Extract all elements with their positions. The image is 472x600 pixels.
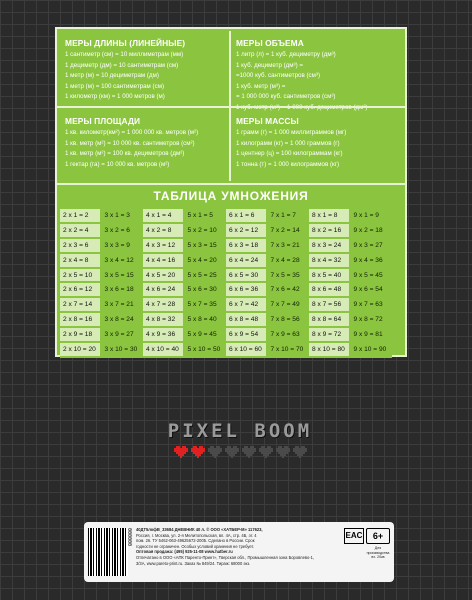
info-panel bbox=[55, 27, 407, 357]
multiplication-cell: 8 x 4 = 32 bbox=[309, 254, 351, 269]
multiplication-cell: 3 x 1 = 3 bbox=[102, 209, 144, 224]
multiplication-cell: 8 x 2 = 16 bbox=[309, 224, 351, 239]
heart-empty-icon bbox=[225, 446, 239, 458]
multiplication-cell: 3 x 2 = 6 bbox=[102, 224, 144, 239]
barcode bbox=[88, 528, 128, 576]
multiplication-cell: 5 x 3 = 15 bbox=[185, 239, 227, 254]
label-line: Россия, г. Москва, ул. 2-я Мелитопольская, вл. 4А, стр. 4Б, эт. 4 bbox=[136, 532, 257, 538]
volume-title: МЕРЫ ОБЪЕМА bbox=[236, 38, 304, 48]
multiplication-cell: 6 x 4 = 24 bbox=[226, 254, 268, 269]
multiplication-cell: 7 x 7 = 49 bbox=[268, 298, 310, 313]
multiplication-cell: 6 x 3 = 18 bbox=[226, 239, 268, 254]
area-line: 1 гектар (га) = 10 000 кв. метров (м²) bbox=[65, 160, 170, 168]
multiplication-cell: 4 x 3 = 12 bbox=[143, 239, 185, 254]
multiplication-cell: 7 x 3 = 21 bbox=[268, 239, 310, 254]
multiplication-cell: 4 x 9 = 36 bbox=[143, 328, 185, 343]
certification-area bbox=[344, 528, 390, 576]
length-measures bbox=[65, 37, 225, 103]
volume-line: 1 литр (л) = 1 куб. дециметру (дм³) bbox=[236, 51, 336, 58]
multiplication-cell: 7 x 10 = 70 bbox=[268, 343, 310, 358]
barcode-number: 000000 bbox=[126, 528, 132, 547]
multiplication-cell: 9 x 1 = 9 bbox=[351, 209, 393, 224]
multiplication-cell: 8 x 3 = 24 bbox=[309, 239, 351, 254]
multiplication-cell: 5 x 6 = 30 bbox=[185, 283, 227, 298]
area-line: 1 кв. метр (м²) = 10 000 кв. сантиметров (см²) bbox=[65, 139, 195, 147]
multiplication-cell: 5 x 4 = 20 bbox=[185, 254, 227, 269]
multiplication-cell: 7 x 9 = 63 bbox=[268, 328, 310, 343]
volume-line: = 1 000 000 куб. сантиметров (см³) bbox=[236, 93, 336, 101]
length-line: 1 сантиметр (см) = 10 миллиметрам (мм) bbox=[65, 51, 184, 58]
length-line: 1 дециметр (дм) = 10 сантиметрам (см) bbox=[65, 61, 179, 69]
multiplication-cell: 5 x 7 = 35 bbox=[185, 298, 227, 313]
multiplication-cell: 8 x 10 = 80 bbox=[309, 343, 351, 358]
multiplication-cell: 3 x 8 = 24 bbox=[102, 313, 144, 328]
multiplication-cell: 9 x 3 = 27 bbox=[351, 239, 393, 254]
multiplication-cell: 8 x 5 = 40 bbox=[309, 269, 351, 284]
volume-line: 1 куб. дециметр (дм³) = bbox=[236, 61, 303, 69]
length-line: 1 метр (м) = 100 сантиметрам (см) bbox=[65, 82, 165, 90]
multiplication-cell: 2 x 8 = 16 bbox=[60, 313, 102, 328]
multiplication-cell: 2 x 1 = 2 bbox=[60, 209, 102, 224]
multiplication-cell: 3 x 3 = 9 bbox=[102, 239, 144, 254]
multiplication-cell: 3 x 10 = 30 bbox=[102, 343, 144, 358]
multiplication-cell: 9 x 4 = 36 bbox=[351, 254, 393, 269]
multiplication-cell: 2 x 10 = 20 bbox=[60, 343, 102, 358]
multiplication-cell: 2 x 6 = 12 bbox=[60, 283, 102, 298]
multiplication-cell: 7 x 5 = 35 bbox=[268, 269, 310, 284]
multiplication-cell: 4 x 10 = 40 bbox=[143, 343, 185, 358]
eac-mark: EAC bbox=[344, 528, 364, 544]
multiplication-cell: 6 x 9 = 54 bbox=[226, 328, 268, 343]
multiplication-cell: 6 x 6 = 36 bbox=[226, 283, 268, 298]
multiplication-cell: 7 x 8 = 56 bbox=[268, 313, 310, 328]
label-line: Оптовая продажа: (495) 925-11-08 www.hatber.ru bbox=[136, 549, 233, 555]
multiplication-cell: 9 x 8 = 72 bbox=[351, 313, 393, 328]
multiplication-cell: 8 x 9 = 72 bbox=[309, 328, 351, 343]
heart-empty-icon bbox=[259, 446, 273, 458]
multiplication-cell: 4 x 7 = 28 bbox=[143, 298, 185, 313]
multiplication-cell: 9 x 6 = 54 bbox=[351, 283, 393, 298]
horizontal-divider bbox=[57, 106, 405, 108]
label-line: 3/3А, www.pareto-print.ru. Заказ № 849/24. Тираж: 68000 экз. bbox=[136, 560, 251, 566]
label-line: пом. 26. ТУ 5462-063-49625672-2005. Сделано в России. Срок bbox=[136, 538, 255, 544]
multiplication-cell: 3 x 6 = 18 bbox=[102, 283, 144, 298]
label-line: Отпечатано в ООО «АПК Паренто-Принт», Тверская обл., Промышленная зона Боровлево-1, bbox=[136, 554, 315, 560]
multiplication-cell: 7 x 1 = 7 bbox=[268, 209, 310, 224]
mass-title: МЕРЫ МАССЫ bbox=[236, 116, 299, 126]
multiplication-cell: 9 x 2 = 18 bbox=[351, 224, 393, 239]
area-line: 1 кв. метр (м²) = 100 кв. дециметров (дм²) bbox=[65, 150, 185, 158]
area-title: МЕРЫ ПЛОЩАДИ bbox=[65, 116, 141, 126]
multiplication-table bbox=[60, 209, 392, 358]
heart-empty-icon bbox=[242, 446, 256, 458]
multiplication-cell: 4 x 5 = 20 bbox=[143, 269, 185, 284]
product-label bbox=[84, 522, 394, 582]
label-line: годности не ограничен. Особых условий хранения не требует. bbox=[136, 543, 255, 549]
length-line: 1 метр (м) = 10 дециметрам (дм) bbox=[65, 72, 159, 80]
multiplication-cell: 5 x 8 = 40 bbox=[185, 313, 227, 328]
multiplication-cell: 2 x 7 = 14 bbox=[60, 298, 102, 313]
multiplication-cell: 2 x 3 = 6 bbox=[60, 239, 102, 254]
length-title: МЕРЫ ДЛИНЫ (ЛИНЕЙНЫЕ) bbox=[65, 38, 186, 48]
pixel-boom-logo: PIXEL BOOM bbox=[167, 420, 313, 442]
volume-line: =1000 куб. сантиметров (см³) bbox=[236, 72, 321, 80]
multiplication-cell: 8 x 8 = 64 bbox=[309, 313, 351, 328]
multiplication-cell: 8 x 7 = 56 bbox=[309, 298, 351, 313]
area-measures bbox=[65, 115, 225, 170]
multiplication-cell: 2 x 2 = 4 bbox=[60, 224, 102, 239]
volume-line: 1 куб. метр (м³) = bbox=[236, 82, 286, 90]
multiplication-cell: 3 x 4 = 12 bbox=[102, 254, 144, 269]
multiplication-cell: 7 x 4 = 28 bbox=[268, 254, 310, 269]
multiplication-cell: 5 x 9 = 45 bbox=[185, 328, 227, 343]
multiplication-cell: 2 x 4 = 8 bbox=[60, 254, 102, 269]
volume-line bbox=[236, 103, 402, 114]
multiplication-cell: 9 x 5 = 45 bbox=[351, 269, 393, 284]
mass-line: 1 грамм (г) = 1 000 миллиграммов (мг) bbox=[236, 129, 347, 136]
multiplication-cell: 5 x 2 = 10 bbox=[185, 224, 227, 239]
multiplication-cell: 9 x 10 = 90 bbox=[351, 343, 393, 358]
multiplication-cell: 4 x 8 = 32 bbox=[143, 313, 185, 328]
multiplication-table-title: ТАБЛИЦА УМНОЖЕНИЯ bbox=[153, 189, 309, 203]
multiplication-cell: 7 x 2 = 14 bbox=[268, 224, 310, 239]
multiplication-cell: 4 x 6 = 24 bbox=[143, 283, 185, 298]
mass-line: 1 тонна (т) = 1 000 килограммов (кг) bbox=[236, 160, 340, 168]
multiplication-cell: 5 x 5 = 25 bbox=[185, 269, 227, 284]
multiplication-cell: 4 x 4 = 16 bbox=[143, 254, 185, 269]
heart-filled-icon bbox=[191, 446, 205, 458]
multiplication-cell: 6 x 7 = 42 bbox=[226, 298, 268, 313]
mass-line: 1 центнер (ц) = 100 килограммам (кг) bbox=[236, 150, 343, 158]
multiplication-cell: 2 x 9 = 18 bbox=[60, 328, 102, 343]
multiplication-cell: 9 x 9 = 81 bbox=[351, 328, 393, 343]
multiplication-cell: 5 x 1 = 5 bbox=[185, 209, 227, 224]
volume-measures bbox=[236, 37, 402, 114]
multiplication-cell: 8 x 1 = 8 bbox=[309, 209, 351, 224]
multiplication-cell: 5 x 10 = 50 bbox=[185, 343, 227, 358]
multiplication-cell: 6 x 2 = 12 bbox=[226, 224, 268, 239]
label-text bbox=[136, 527, 342, 566]
length-line: 1 километр (км) = 1 000 метров (м) bbox=[65, 93, 165, 101]
multiplication-cell: 6 x 5 = 30 bbox=[226, 269, 268, 284]
measures-section bbox=[57, 29, 405, 183]
section-divider bbox=[57, 183, 405, 185]
multiplication-cell: 6 x 10 = 60 bbox=[226, 343, 268, 358]
multiplication-cell: 8 x 6 = 48 bbox=[309, 283, 351, 298]
area-line: 1 кв. километр(км²) = 1 000 000 кв. метров (м²) bbox=[65, 129, 199, 136]
multiplication-cell: 2 x 5 = 10 bbox=[60, 269, 102, 284]
multiplication-cell: 6 x 1 = 6 bbox=[226, 209, 268, 224]
multiplication-cell: 3 x 5 = 15 bbox=[102, 269, 144, 284]
heart-filled-icon bbox=[174, 446, 188, 458]
pixel-hearts bbox=[150, 446, 330, 458]
multiplication-cell: 3 x 7 = 21 bbox=[102, 298, 144, 313]
age-rating-badge: 6+ bbox=[366, 528, 390, 544]
multiplication-cell: 4 x 2 = 8 bbox=[143, 224, 185, 239]
multiplication-cell: 3 x 9 = 27 bbox=[102, 328, 144, 343]
label-line: 40ДТ5лофВ_33684 ДНЕВНИК 40 л. © ООО «ХАТБЕР-М» 117623, bbox=[136, 527, 263, 532]
heart-empty-icon bbox=[293, 446, 307, 458]
heart-empty-icon bbox=[208, 446, 222, 458]
multiplication-cell: 4 x 1 = 4 bbox=[143, 209, 185, 224]
mass-measures bbox=[236, 115, 402, 170]
multiplication-cell: 6 x 8 = 48 bbox=[226, 313, 268, 328]
multiplication-cell: 9 x 7 = 63 bbox=[351, 298, 393, 313]
multiplication-cell: 7 x 6 = 42 bbox=[268, 283, 310, 298]
mass-line: 1 килограмм (кг) = 1 000 граммов (г) bbox=[236, 139, 340, 147]
age-note: Для производства вх. 20кв bbox=[366, 546, 390, 559]
heart-empty-icon bbox=[276, 446, 290, 458]
